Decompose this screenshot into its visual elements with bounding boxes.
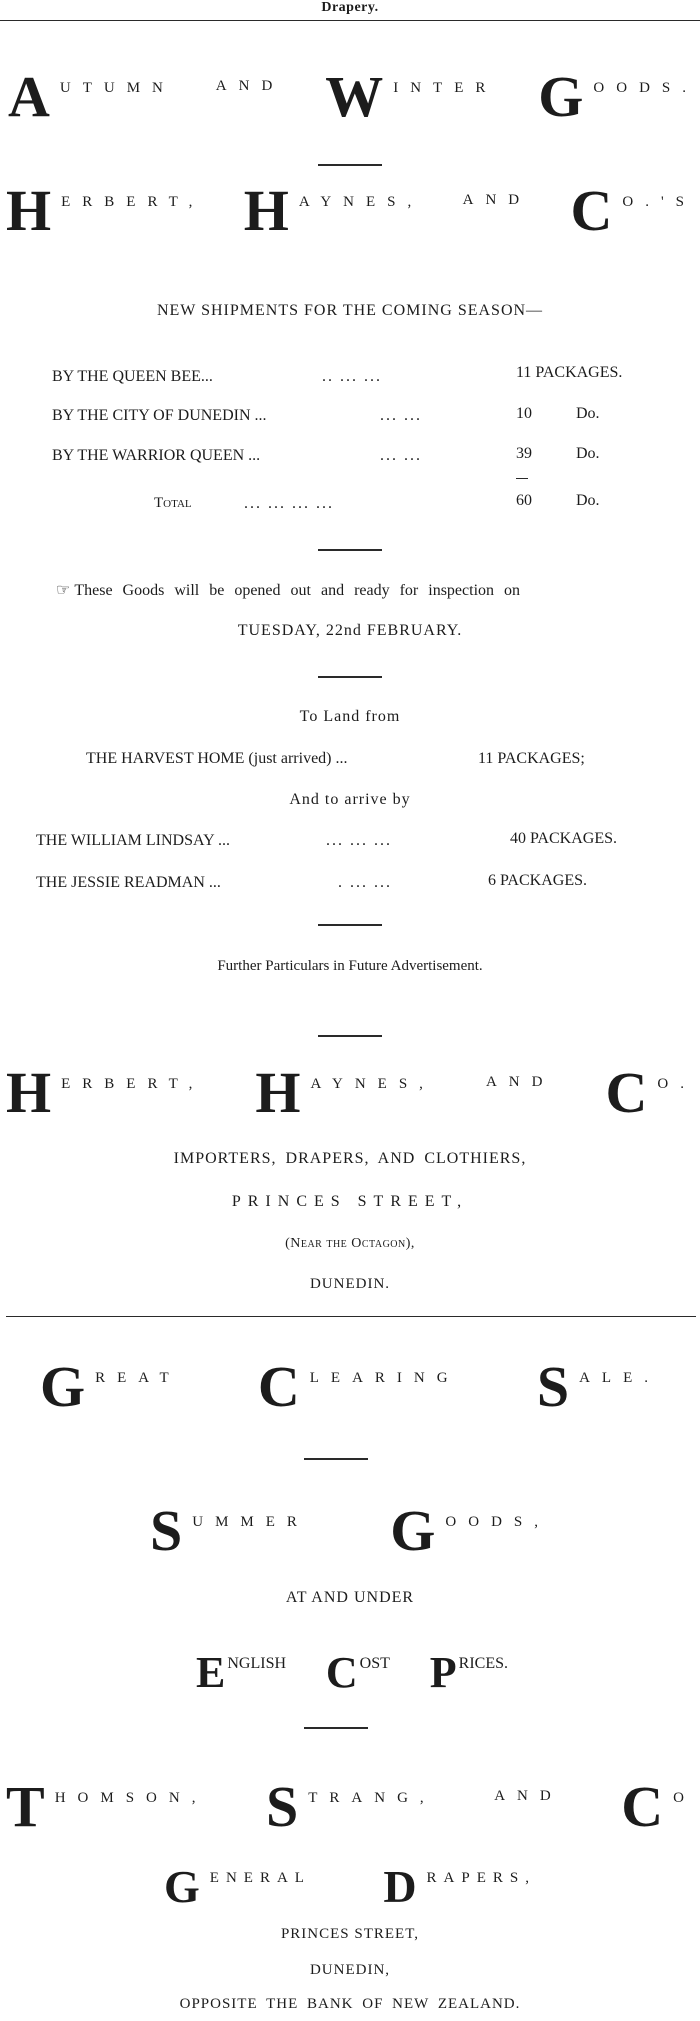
ad1-firm-word-3: AND bbox=[462, 192, 532, 208]
ad3-summer-word-1: S UMMER bbox=[150, 1498, 309, 1563]
arrival-2-qty: 6 PACKAGES. bbox=[488, 872, 587, 889]
section-rule bbox=[6, 1316, 696, 1317]
shipment-3-name: BY THE WARRIOR QUEEN ... bbox=[52, 447, 261, 464]
ad1-notice-text: These Goods will be opened out and ready for inspection on bbox=[74, 582, 521, 599]
divider bbox=[318, 676, 382, 678]
divider bbox=[318, 1035, 382, 1037]
ad3-firm-word-2: S TRANG, bbox=[265, 1774, 436, 1839]
shipment-3-dots: ... ... bbox=[380, 447, 422, 464]
shipment-2-dots: ... ... bbox=[380, 407, 422, 424]
total-label: Total bbox=[154, 495, 192, 511]
ad1-firm-word-2: H AYNES, bbox=[243, 178, 424, 243]
ad2-line-1: IMPORTERS, DRAPERS, AND CLOTHIERS, bbox=[173, 1150, 527, 1167]
ad1-title-word-4: G OODS. bbox=[538, 64, 698, 129]
ad1-firm-word-4: C O.'S bbox=[570, 178, 696, 243]
shipment-2-name: BY THE CITY OF DUNEDIN ... bbox=[52, 407, 267, 424]
ad1-subtitle: NEW SHIPMENTS FOR THE COMING SEASON— bbox=[156, 302, 544, 319]
ad2-line-2: PRINCES STREET, bbox=[231, 1193, 469, 1210]
arrival-1-qty: 40 PACKAGES. bbox=[510, 830, 617, 847]
ad1-firm-name bbox=[6, 178, 696, 243]
ad3-general-drapers bbox=[164, 1862, 536, 1912]
ad2-firm-word-2: H AYNES, bbox=[255, 1060, 435, 1125]
ad3-city: DUNEDIN, bbox=[309, 1962, 391, 1978]
shipment-2-unit: Do. bbox=[576, 405, 600, 422]
ad1-notice bbox=[56, 580, 520, 600]
shipment-1-dots: .. ... ... bbox=[322, 368, 382, 385]
ad3-general-word-1: G ENERAL bbox=[164, 1861, 311, 1912]
shipment-2-qty: 10 bbox=[516, 405, 532, 422]
total-dots: ... ... ... ... bbox=[244, 495, 334, 512]
ad3-street: PRINCES STREET, bbox=[280, 1926, 420, 1942]
ad3-firm-word-4: C O bbox=[621, 1774, 696, 1839]
total-rule bbox=[516, 478, 528, 479]
ad3-summer-word-2: G OODS, bbox=[390, 1498, 550, 1563]
arrival-1-dots: ... ... ... bbox=[326, 832, 392, 849]
ad2-firm-word-3: AND bbox=[485, 1074, 555, 1090]
divider bbox=[318, 164, 382, 166]
land-heading: To Land from bbox=[299, 708, 401, 725]
arrival-2-dots: . ... ... bbox=[338, 874, 392, 891]
section-header-label: Drapery. bbox=[321, 0, 379, 15]
divider bbox=[318, 549, 382, 551]
ad3-english-cost bbox=[196, 1648, 508, 1698]
ad1-title-word-2: AND bbox=[215, 78, 285, 94]
ad3-firm-word-3: AND bbox=[494, 1788, 563, 1804]
ad3-summer bbox=[150, 1498, 550, 1563]
arrive-heading: And to arrive by bbox=[289, 791, 411, 808]
total-unit: Do. bbox=[576, 492, 600, 509]
divider bbox=[304, 1727, 368, 1729]
land-qty: 11 PACKAGES; bbox=[478, 750, 585, 767]
ad2-line-4: DUNEDIN. bbox=[309, 1276, 391, 1292]
arrival-2-ship: THE JESSIE READMAN ... bbox=[36, 874, 221, 891]
ad3-at-under: AT AND UNDER bbox=[285, 1589, 415, 1606]
ad1-title-word-3: W INTER bbox=[325, 64, 498, 129]
ad3-english-word-2: C OST bbox=[325, 1648, 390, 1697]
ad2-firm-word-1: H ERBERT, bbox=[6, 1060, 205, 1125]
ad3-title-word-2: C LEARING bbox=[257, 1354, 460, 1419]
ad3-firm-name bbox=[6, 1774, 696, 1839]
shipment-1-qty: 11 PACKAGES. bbox=[516, 364, 623, 381]
shipment-1-name: BY THE QUEEN BEE... bbox=[52, 368, 213, 385]
divider bbox=[304, 1458, 368, 1460]
ad3-firm-word-1: T HOMSON, bbox=[6, 1774, 208, 1839]
ad3-title-word-1: G REAT bbox=[40, 1354, 181, 1419]
ad3-opposite: OPPOSITE THE BANK OF NEW ZEALAND. bbox=[179, 1996, 521, 2012]
total-qty: 60 bbox=[516, 492, 532, 509]
arrival-1-ship: THE WILLIAM LINDSAY ... bbox=[36, 832, 231, 849]
ad1-further: Further Particulars in Future Advertisement. bbox=[217, 958, 483, 974]
ad1-title bbox=[8, 64, 698, 129]
section-header bbox=[0, 0, 700, 16]
ad2-firm-word-4: C O. bbox=[605, 1060, 696, 1125]
ad1-notice-date: TUESDAY, 22nd FEBRUARY. bbox=[237, 622, 463, 639]
header-rule bbox=[0, 20, 700, 21]
ad1-firm-word-1: H ERBERT, bbox=[6, 178, 205, 243]
ad3-title bbox=[40, 1354, 660, 1419]
ad1-title-word-1: A UTUMN bbox=[8, 64, 175, 129]
ad2-line-3: (Near the Octagon), bbox=[285, 1236, 415, 1251]
ad3-title-word-3: S ALE. bbox=[536, 1354, 660, 1419]
ad3-english-word-1: E NGLISH bbox=[196, 1648, 287, 1697]
divider bbox=[318, 924, 382, 926]
ad3-english-word-3: P RICES. bbox=[429, 1648, 508, 1697]
land-ship: THE HARVEST HOME (just arrived) ... bbox=[86, 750, 348, 767]
pointing-hand-icon: ☞ bbox=[56, 582, 71, 599]
shipment-3-unit: Do. bbox=[576, 445, 600, 462]
ad2-firm-name bbox=[6, 1060, 696, 1125]
shipment-3-qty: 39 bbox=[516, 445, 532, 462]
ad3-general-word-2: D RAPERS, bbox=[383, 1861, 536, 1912]
